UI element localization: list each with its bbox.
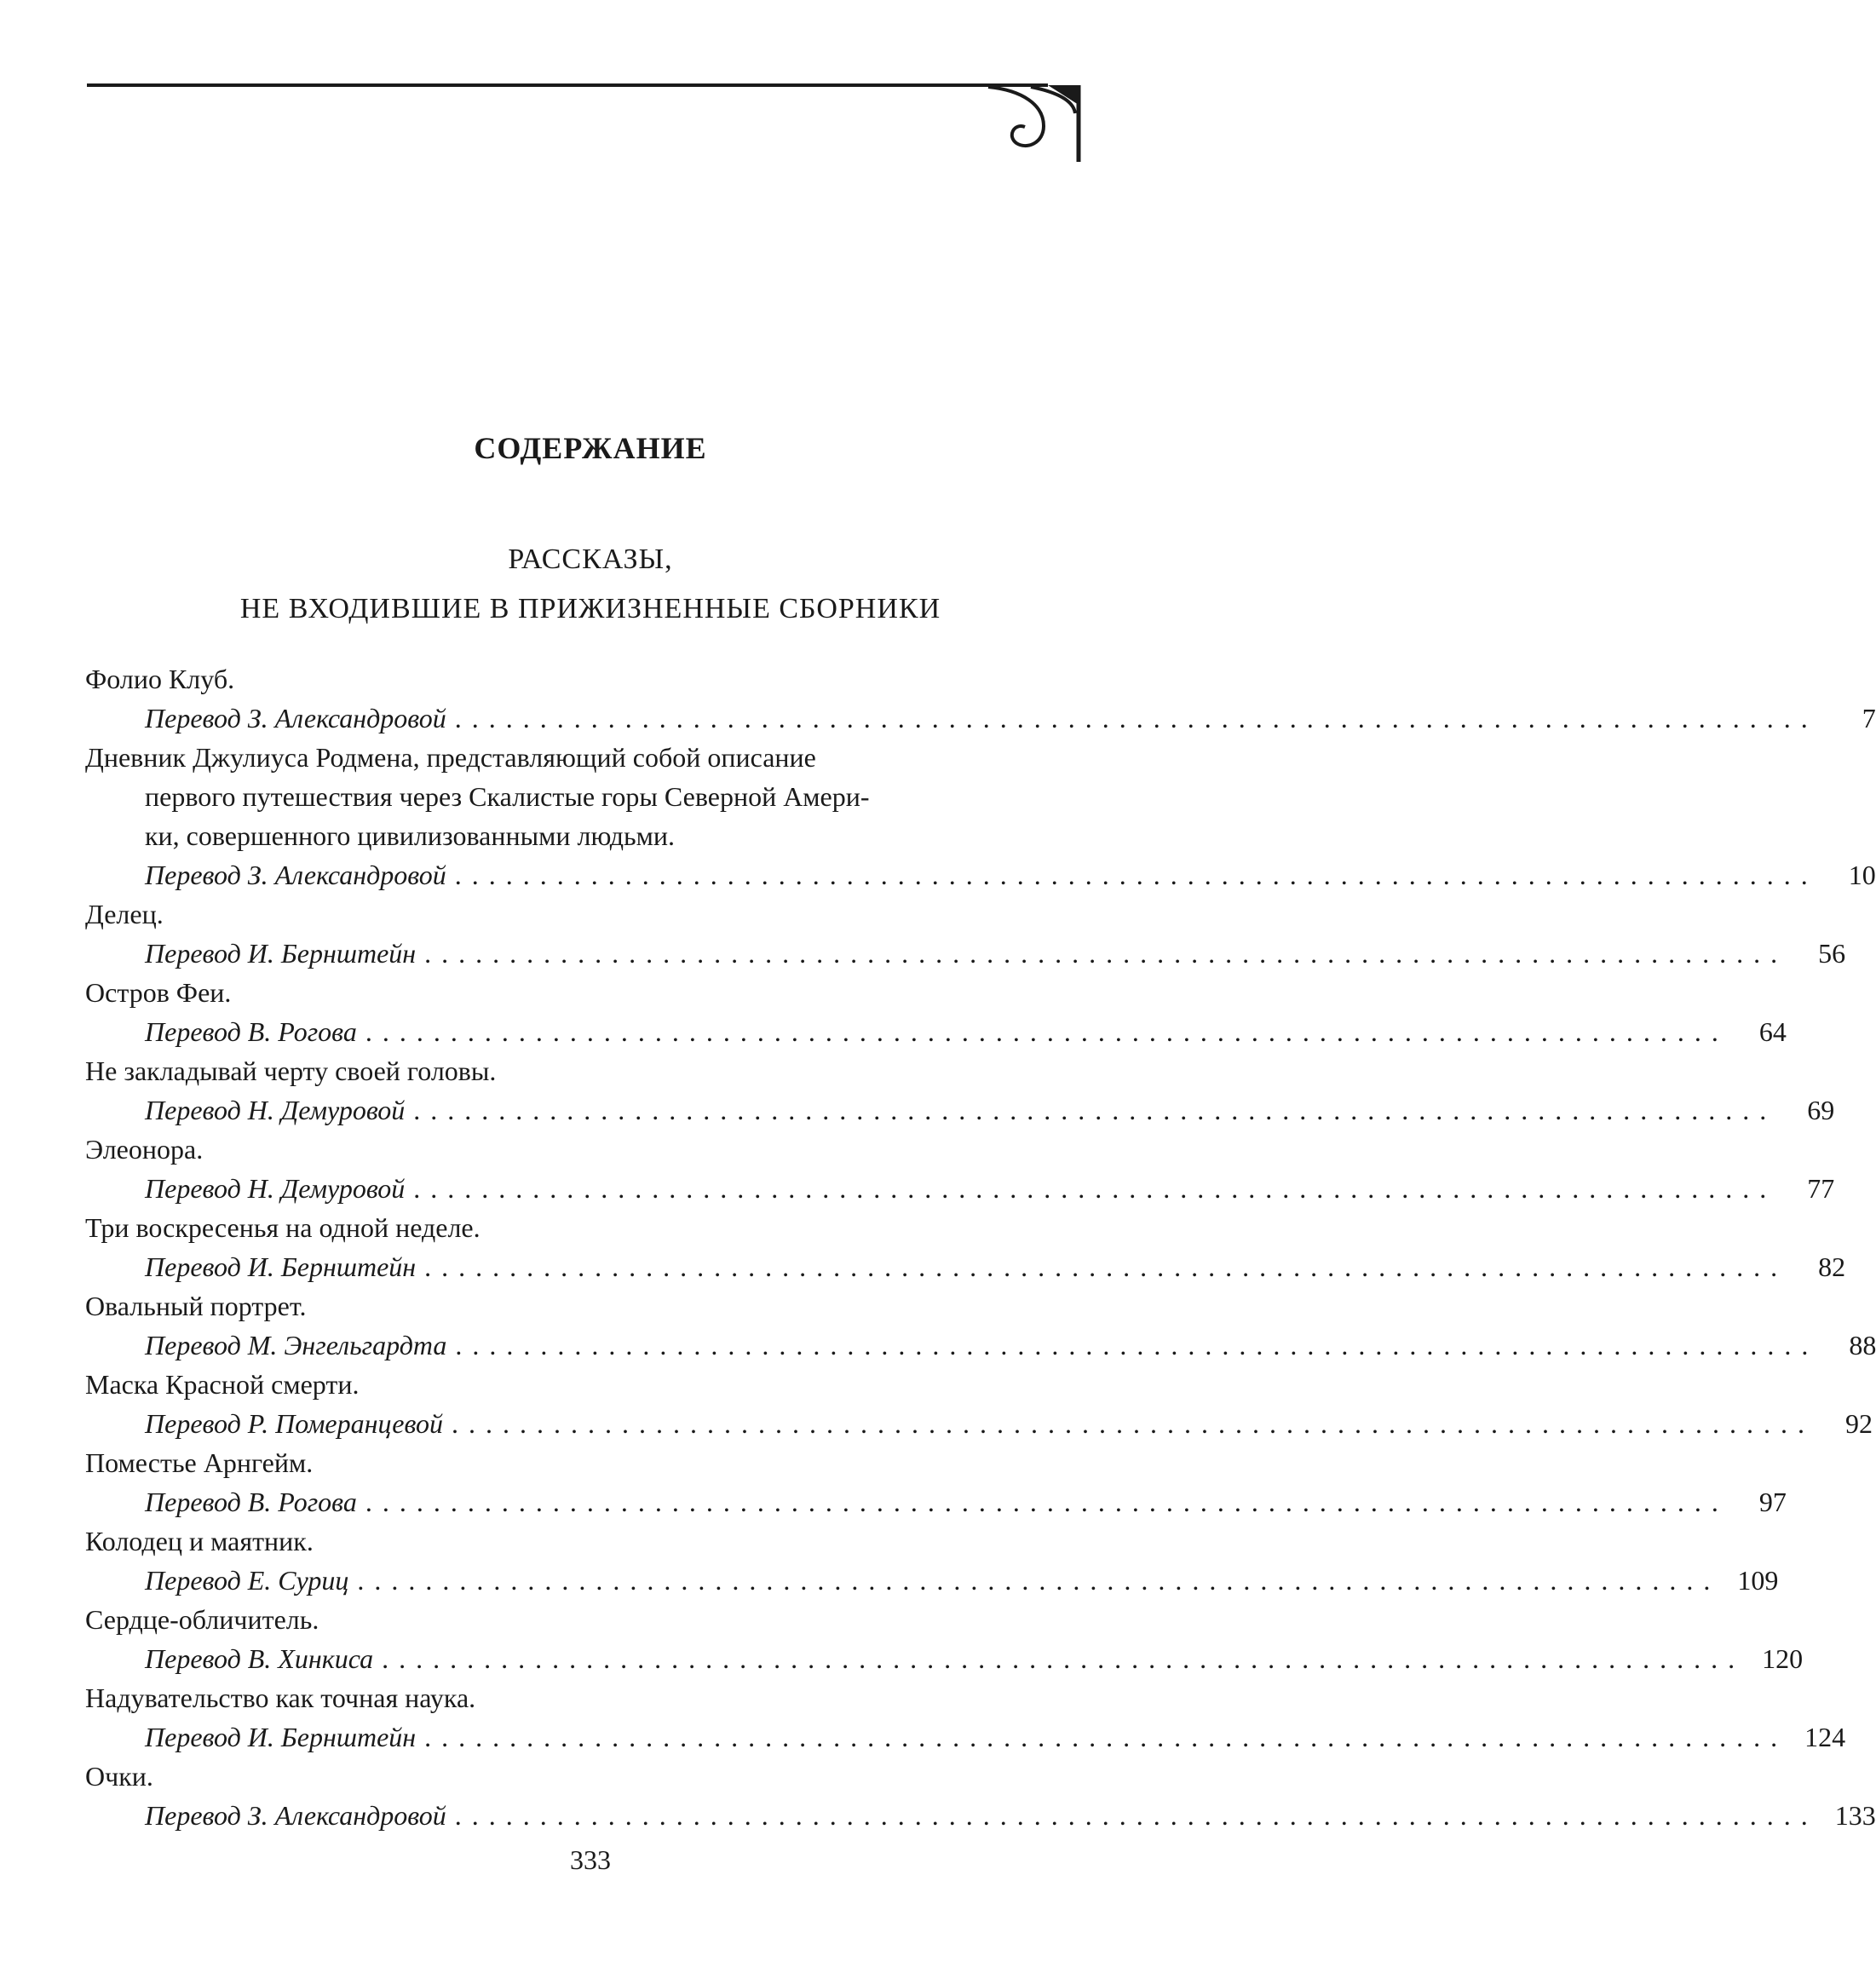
- toc-entry-translator-line: [85, 1561, 1779, 1600]
- toc-entry: [85, 1130, 1835, 1208]
- section-heading: [0, 535, 1181, 634]
- toc-entry-translator-line: [85, 1090, 1835, 1130]
- toc-entry-translator-line: [85, 1639, 1804, 1678]
- toc-entry-title: Сердце-обличитель.: [85, 1604, 319, 1635]
- toc-entry-title: Колодец и маятник.: [85, 1526, 314, 1556]
- dot-leader: ................................................................................: [424, 1251, 1788, 1282]
- toc-entry-title: Не закладывай черту своей головы.: [85, 1056, 497, 1086]
- dot-leader: ................................................................................: [454, 1800, 1818, 1831]
- dot-leader: ................................................................................: [424, 938, 1788, 969]
- toc-page-number: 97: [1758, 1487, 1787, 1517]
- toc-entry-title: Маска Красной смерти.: [85, 1369, 360, 1400]
- toc-entry-title: ки, совершенного цивилизованными людьми.: [145, 820, 675, 851]
- section-heading-line-1: РАССКАЗЫ,: [508, 544, 673, 575]
- toc-entry-translator-line: [85, 1796, 1876, 1835]
- translator-credit: Перевод М. Энгельгардта: [145, 1330, 447, 1360]
- dot-leader: ................................................................................: [365, 1016, 1729, 1047]
- toc-entry-title: Остров Феи.: [85, 977, 232, 1008]
- dot-leader: ................................................................................: [357, 1565, 1721, 1596]
- section-heading-line-2: НЕ ВХОДИВШИЕ В ПРИЖИЗНЕННЫЕ СБОРНИКИ: [239, 593, 941, 624]
- toc-page-number: 92: [1844, 1408, 1873, 1439]
- toc-entry-translator-line: [85, 855, 1876, 894]
- toc-page-number: 7: [1862, 703, 1876, 733]
- toc-entry-title: Очки.: [85, 1761, 153, 1792]
- translator-credit: Перевод В. Рогова: [145, 1487, 357, 1517]
- toc-entry-title: Овальный портрет.: [85, 1291, 307, 1321]
- translator-credit: Перевод Н. Демуровой: [145, 1173, 406, 1204]
- toc-page-number: 88: [1849, 1330, 1876, 1360]
- toc-entry-translator-line: [85, 1717, 1846, 1757]
- translator-credit: Перевод Е. Суриц: [145, 1565, 349, 1596]
- toc-page-number: 64: [1758, 1016, 1787, 1047]
- page-number: 333: [570, 1844, 611, 1875]
- dot-leader: ................................................................................: [454, 860, 1818, 890]
- translator-credit: Перевод Н. Демуровой: [145, 1095, 406, 1125]
- toc-entry-translator-line: [85, 1012, 1787, 1051]
- toc-entry-title: Три воскресенья на одной неделе.: [85, 1212, 481, 1243]
- toc-entry-title: Делец.: [85, 899, 164, 929]
- translator-credit: Перевод З. Александровой: [145, 1800, 446, 1831]
- toc-entry-title: Надувательство как точная наука.: [85, 1683, 476, 1713]
- toc-entry-title: первого путешествия через Скалистые горы Северной Амери-: [145, 781, 870, 812]
- header-ornament: [85, 66, 1125, 177]
- toc-entry: [85, 1443, 1787, 1521]
- toc-entry: [85, 1521, 1779, 1600]
- translator-credit: Перевод В. Хинкиса: [145, 1643, 374, 1674]
- toc-entry-translator-line: [85, 699, 1876, 738]
- toc-entry-title: Элеонора.: [85, 1134, 204, 1165]
- toc-entry: [85, 1208, 1846, 1286]
- toc-page-number: 109: [1737, 1565, 1779, 1596]
- toc-entry-translator-line: [85, 1326, 1876, 1365]
- translator-credit: Перевод И. Бернштейн: [145, 938, 417, 969]
- translator-credit: Перевод З. Александровой: [145, 703, 446, 733]
- toc-page-number: 77: [1807, 1173, 1835, 1204]
- toc-entry: [85, 659, 1876, 738]
- dot-leader: ................................................................................: [413, 1095, 1777, 1125]
- toc-page-number: 69: [1807, 1095, 1835, 1125]
- translator-credit: Перевод И. Бернштейн: [145, 1251, 417, 1282]
- dot-leader: ................................................................................: [455, 1330, 1819, 1360]
- toc-entry: [85, 894, 1846, 973]
- toc-entry: [85, 1678, 1846, 1757]
- toc-entry-title: Фолио Клуб.: [85, 664, 235, 694]
- toc-page-number: 82: [1818, 1251, 1846, 1282]
- dot-leader: ................................................................................: [365, 1487, 1729, 1517]
- toc-entry: [85, 1757, 1876, 1835]
- toc-entry-title: Поместье Арнгейм.: [85, 1447, 314, 1478]
- toc-page-number: 133: [1834, 1800, 1876, 1831]
- dot-leader: ................................................................................: [424, 1722, 1788, 1752]
- translator-credit: Перевод В. Рогова: [145, 1016, 357, 1047]
- toc-entry: [85, 1365, 1873, 1443]
- toc-page-number: 10: [1848, 860, 1876, 890]
- toc-entry: [85, 1600, 1804, 1678]
- toc-entry-translator-line: [85, 1482, 1787, 1521]
- toc-entry-title: Дневник Джулиуса Родмена, представляющий собой описание: [85, 742, 816, 773]
- toc-entry-translator-line: [85, 1169, 1835, 1208]
- page-title: СОДЕРЖАНИЕ: [474, 431, 707, 465]
- toc-page-number: 56: [1818, 938, 1846, 969]
- dot-leader: ................................................................................: [451, 1408, 1815, 1439]
- toc-entry-translator-line: [85, 1247, 1846, 1286]
- dot-leader: ................................................................................: [454, 703, 1818, 733]
- toc-entry: [85, 1051, 1835, 1130]
- toc-entry: [85, 1286, 1876, 1365]
- toc-entry-translator-line: [85, 1404, 1873, 1443]
- dot-leader: ................................................................................: [382, 1643, 1746, 1674]
- translator-credit: Перевод Р. Померанцевой: [145, 1408, 443, 1439]
- table-of-contents: [85, 659, 1876, 1835]
- translator-credit: Перевод И. Бернштейн: [145, 1722, 417, 1752]
- toc-entry: [85, 973, 1787, 1051]
- translator-credit: Перевод З. Александровой: [145, 860, 446, 890]
- dot-leader: ................................................................................: [413, 1173, 1777, 1204]
- toc-page-number: 120: [1762, 1643, 1804, 1674]
- toc-entry: [85, 738, 1876, 894]
- toc-entry-translator-line: [85, 934, 1846, 973]
- toc-page-number: 124: [1804, 1722, 1846, 1752]
